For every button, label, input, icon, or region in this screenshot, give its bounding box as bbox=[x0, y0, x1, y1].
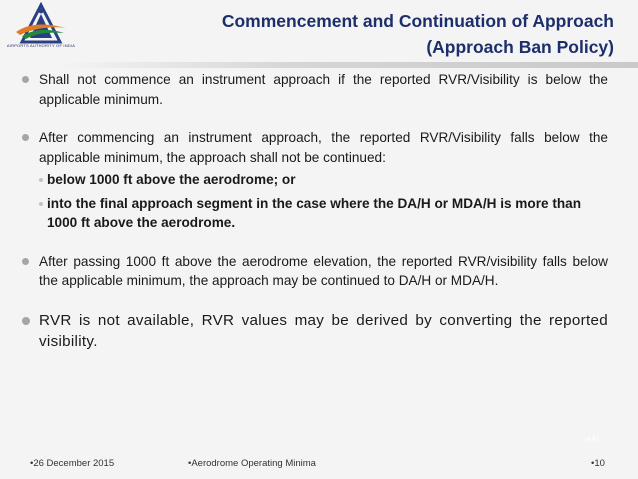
logo-caption: AIRPORTS AUTHORITY OF INDIA bbox=[6, 43, 76, 48]
content-area bbox=[20, 70, 608, 352]
footer-date: •26 December 2015 bbox=[30, 458, 115, 469]
bullet-text: Shall not commence an instrument approach if the reported RVR/Visibility is below the applicable minimum. bbox=[39, 72, 608, 107]
bullet-dot-icon bbox=[22, 317, 30, 325]
sub-bullet-text: into the final approach segment in the case where the DA/H or MDA/H is more than 1000 ft above the aerodrome. bbox=[47, 195, 582, 230]
sub-bullet-item bbox=[20, 194, 608, 233]
bullet-dot-icon bbox=[22, 134, 29, 141]
sub-bullet-text: below 1000 ft above the aerodrome; or bbox=[47, 172, 296, 187]
title-line-1: Commencement and Continuation of Approach bbox=[221, 11, 614, 31]
bullet-item bbox=[20, 70, 608, 109]
sub-bullet-item bbox=[20, 170, 608, 190]
slide-title bbox=[94, 8, 614, 60]
sub-bullet-dot-icon bbox=[39, 202, 43, 206]
bullet-text: After passing 1000 ft above the aerodrome elevation, the reported RVR/visibility falls below the applicable minimum, the approach may be continued to DA/H or MDA/H. bbox=[39, 253, 608, 288]
bullet-item bbox=[20, 252, 608, 291]
bullet-text: After commencing an instrument approach, the reported RVR/Visibility falls below the applicable minimum, the approach shall not be continued: bbox=[39, 130, 608, 165]
footer-page-number: •10 bbox=[591, 458, 605, 469]
title-line-2: (Approach Ban Policy) bbox=[426, 37, 614, 57]
footer-topic: •Aerodrome Operating Minima bbox=[188, 458, 316, 469]
bullet-dot-icon bbox=[22, 76, 29, 83]
bullet-item bbox=[20, 310, 608, 352]
bullet-item bbox=[20, 128, 608, 167]
bullet-text: RVR is not available, RVR values may be derived by converting the reported visibility. bbox=[39, 311, 608, 350]
title-divider bbox=[60, 62, 638, 68]
bullet-dot-icon bbox=[22, 258, 29, 265]
sub-bullet-dot-icon bbox=[39, 178, 43, 182]
watermark-label: •AAI bbox=[583, 435, 599, 444]
